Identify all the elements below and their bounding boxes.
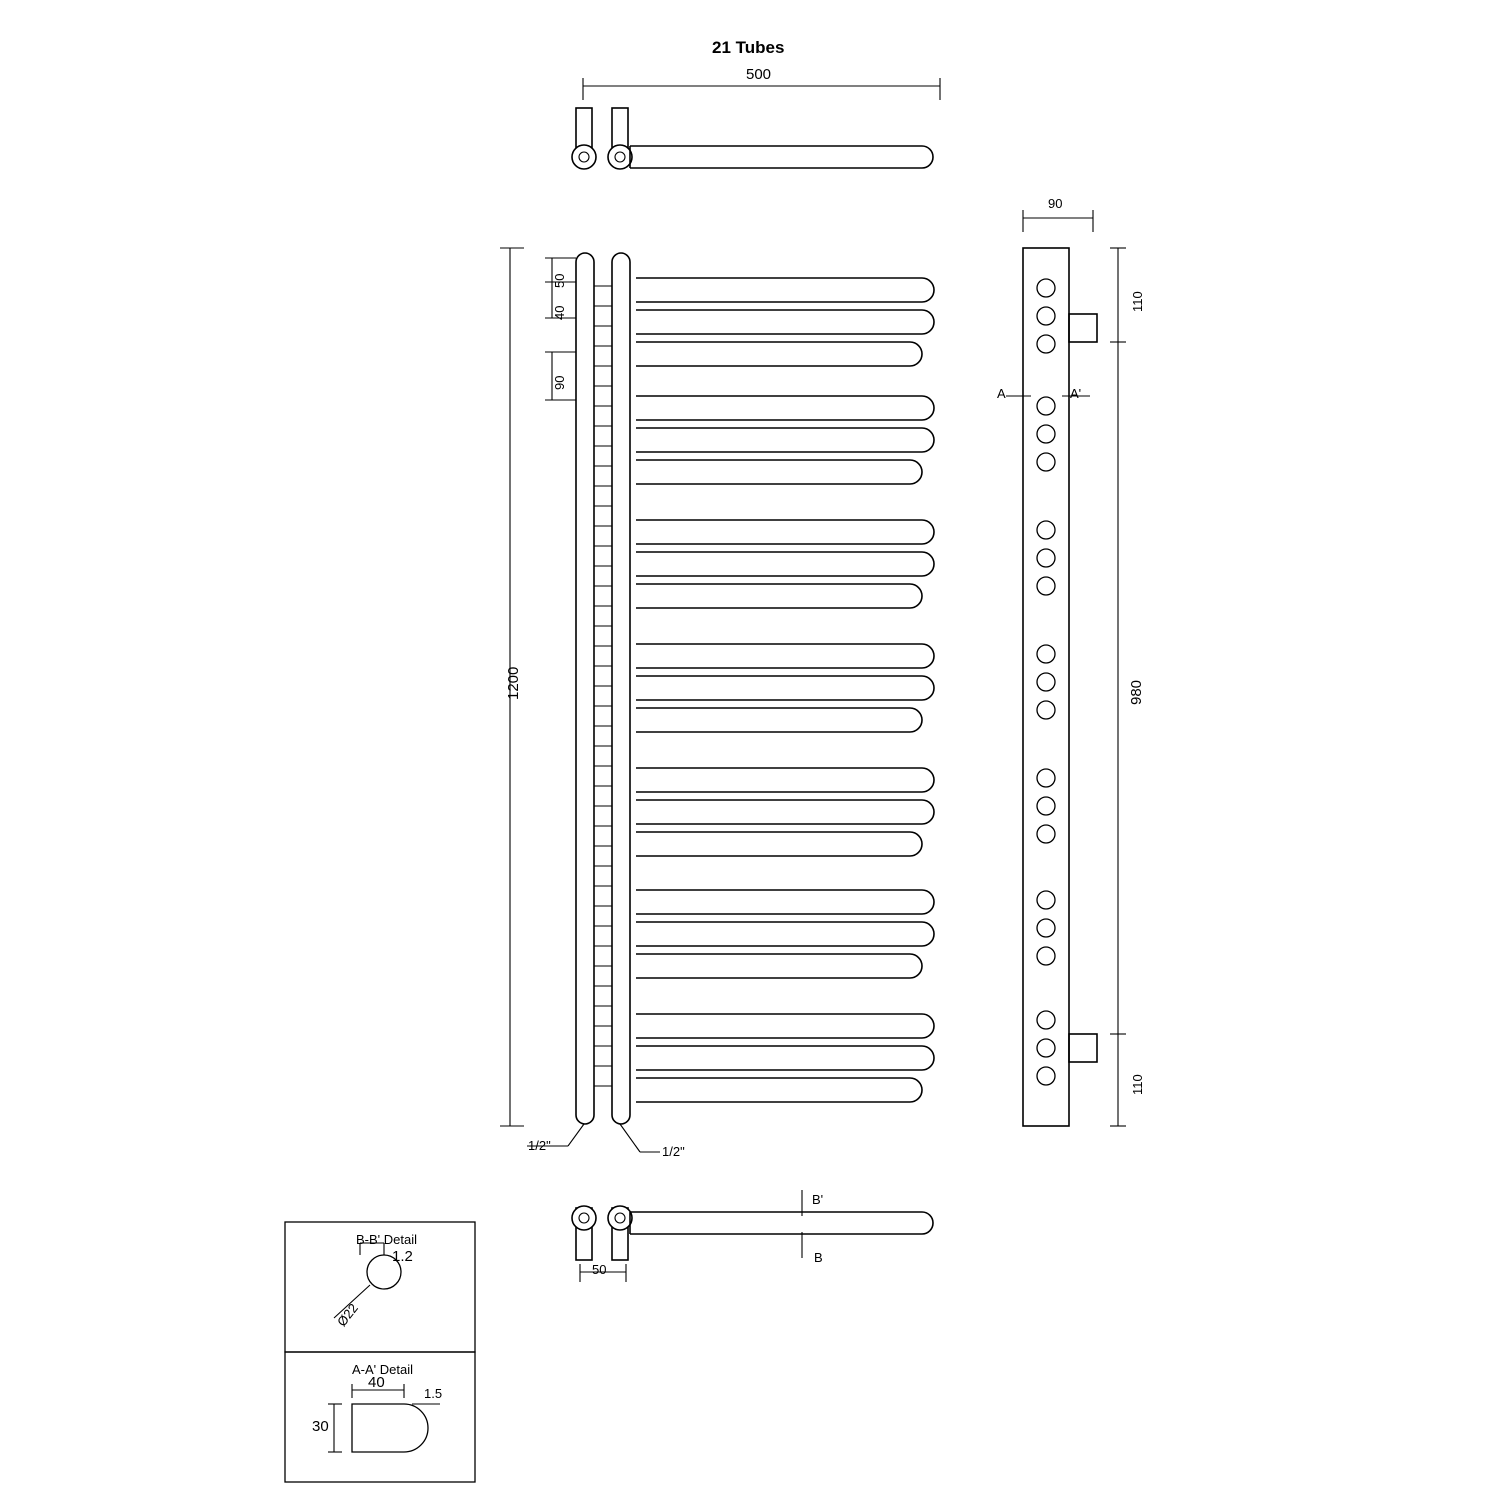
detail-aa-title: A-A' Detail	[352, 1362, 414, 1377]
detail-bb-title: B-B' Detail	[356, 1232, 418, 1247]
top-view-width-label: 500	[746, 66, 772, 83]
section-b-prime-label: B'	[812, 1192, 824, 1207]
front-view-dim-50-label: 50	[552, 273, 567, 288]
front-view-dim-40-label: 40	[552, 305, 567, 320]
detail-bb-diameter-label: Ø22	[334, 1300, 361, 1330]
section-a-prime-label: A'	[1070, 386, 1082, 401]
bottom-view-dim-50-label: 50	[592, 1262, 607, 1277]
front-view-height-label: 1200	[505, 666, 522, 700]
side-view-bottom-bracket-label: 110	[1130, 1074, 1145, 1095]
side-view-top-bracket-label: 110	[1130, 291, 1145, 312]
detail-bb-thickness-label: 1.2	[392, 1248, 413, 1265]
side-view-depth-label: 90	[1048, 196, 1063, 211]
title-tubes-count: 21 Tubes	[712, 38, 785, 57]
detail-aa-height-label: 30	[312, 1418, 329, 1435]
front-view-dim-90-label: 90	[552, 375, 567, 390]
detail-aa-thickness-label: 1.5	[424, 1386, 443, 1401]
detail-aa-width-label: 40	[368, 1374, 385, 1391]
inlet-left-label: 1/2"	[528, 1138, 551, 1153]
inlet-right-label: 1/2"	[662, 1144, 685, 1159]
side-view-body-height-label: 980	[1128, 679, 1145, 705]
section-a-label: A	[997, 386, 1006, 401]
section-b-label: B	[814, 1250, 823, 1265]
